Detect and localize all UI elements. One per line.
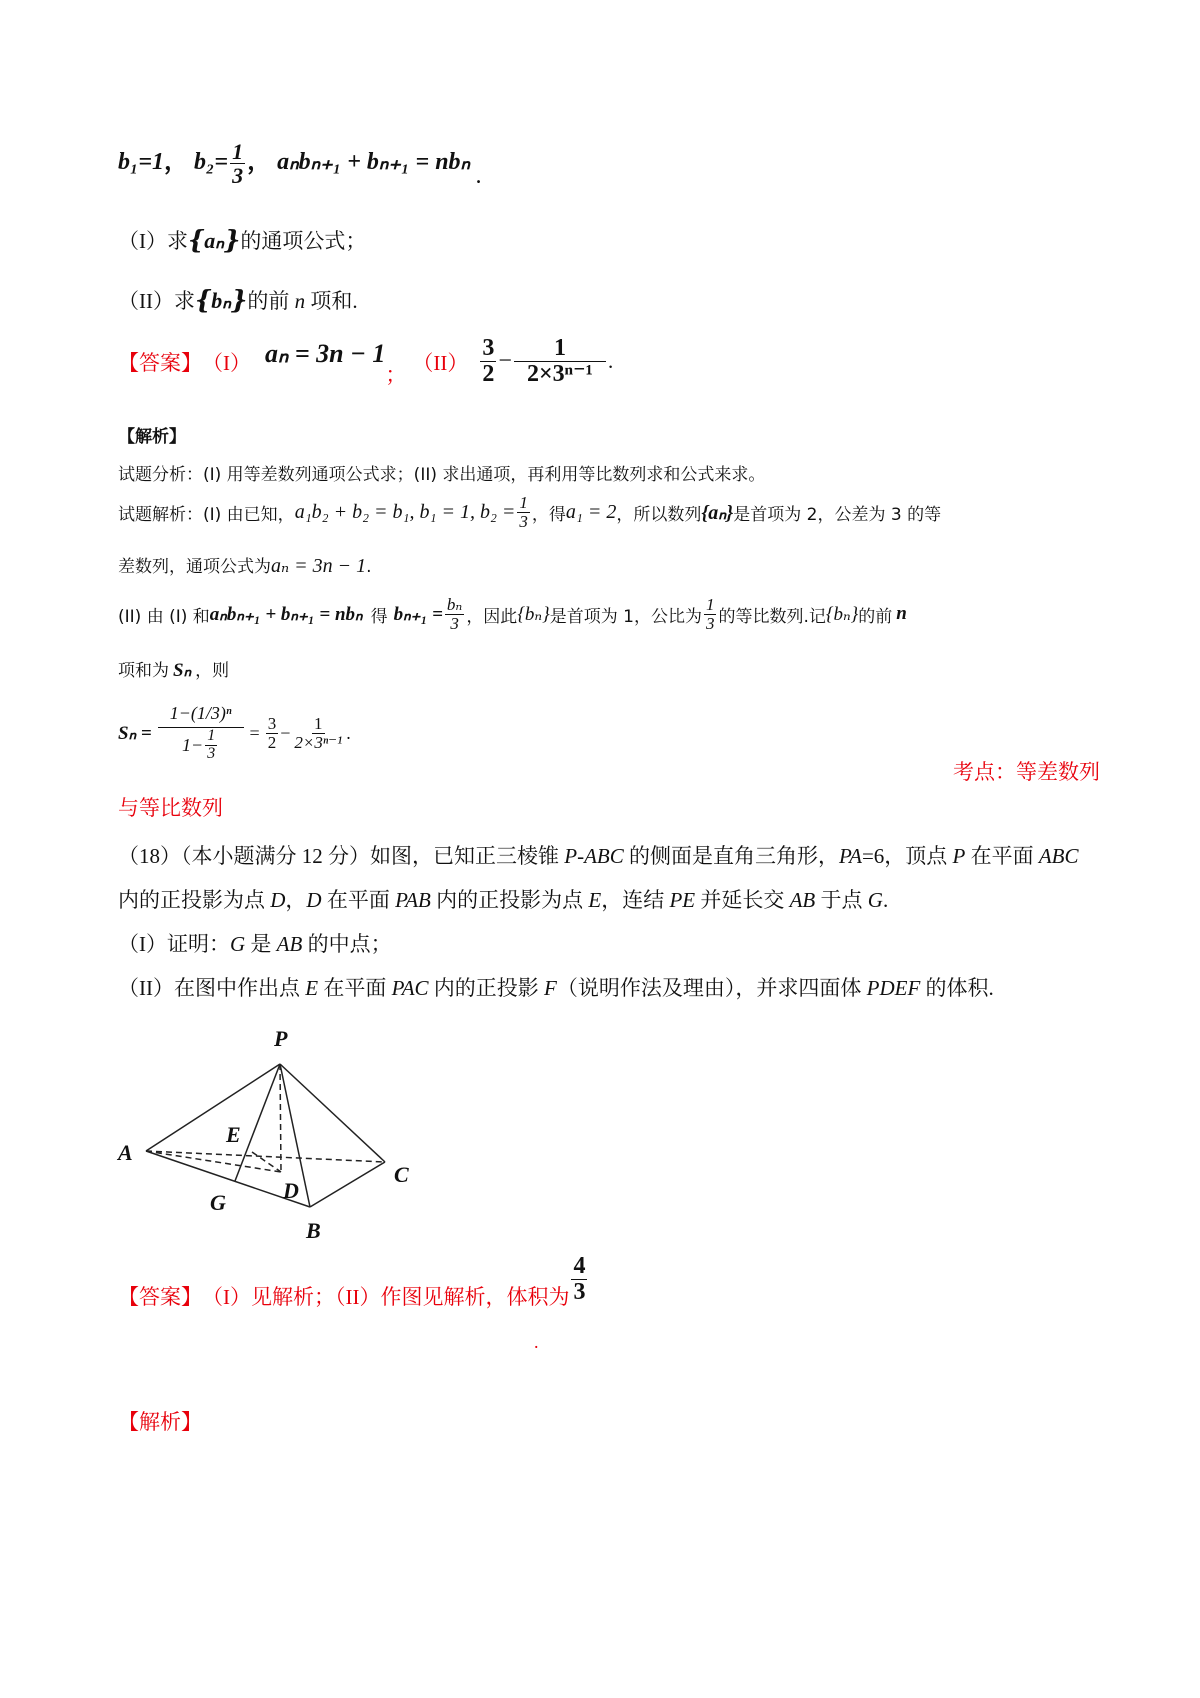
p18-text: ， <box>285 888 307 912</box>
frac-num: 1 <box>232 139 244 164</box>
p18-line1 <box>118 840 1079 870</box>
sum-minus: − <box>280 722 291 743</box>
p18-ab: AB <box>789 888 816 912</box>
edge-ad-hidden <box>146 1151 281 1172</box>
p18-e: E <box>305 976 319 1000</box>
frac-num: 1 <box>705 595 715 614</box>
given-line: b₁=1， b₂= $\frac{1}{3}$ ， aₙbₙ₊₁ + bₙ₊₁ = nbₙ . <box>118 139 483 190</box>
answer-sep: ； <box>385 362 407 387</box>
frac-num: 1 <box>514 336 606 362</box>
frac-den: 2×3ⁿ⁻¹ <box>294 732 343 752</box>
frac-den: 3 <box>450 613 459 633</box>
p18-answer-text: （I）见解析；（II）作图见解析，体积为 <box>202 1284 570 1309</box>
part2-n: n <box>294 289 306 313</box>
sol2-line2-b: ，则 <box>195 661 230 681</box>
part2-prefix: （II）求 <box>118 289 195 313</box>
frac-num: 1−(1/3)ⁿ <box>158 704 244 728</box>
label-e: E <box>226 1122 241 1147</box>
solution-line1 <box>118 494 941 531</box>
label-c: C <box>394 1162 409 1187</box>
part1-suffix: 的通项公式； <box>240 229 367 253</box>
sol2-b: 得 <box>370 606 388 627</box>
p18-pa: PA <box>838 844 862 868</box>
given-relation: aₙbₙ₊₁ + bₙ₊₁ = nbₙ <box>277 149 471 176</box>
answer-part1-label: （I） <box>202 350 251 375</box>
edge-pg <box>235 1064 280 1181</box>
p18-analysis-label: 【解析】 <box>118 1410 202 1434</box>
kaodian-line1: 考点：等差数列 <box>953 760 1100 784</box>
sum-dot: . <box>346 722 351 743</box>
p18-ab: AB <box>276 932 303 956</box>
sol2-line2-a: 项和为 <box>118 661 169 681</box>
p18-text: 于点 <box>815 888 868 912</box>
sol1-fraction <box>517 494 530 531</box>
p18-e: E <box>588 888 602 912</box>
p18-text: （说明作法及理由），并求四面体 <box>556 976 867 1000</box>
pyramid-figure <box>100 1020 460 1250</box>
p18-text: =6，顶点 <box>861 844 953 868</box>
p18-text: 的体积. <box>920 976 994 1000</box>
part2-suffix-a: 的前 <box>247 289 295 313</box>
given-b2-fraction <box>230 140 245 187</box>
p18-text: （18）（本小题满分 12 分）如图，已知正三棱锥 <box>118 844 565 868</box>
p18-answer <box>118 1253 589 1321</box>
edge-bc <box>310 1162 385 1207</box>
part1-prefix: （I）求 <box>118 229 188 253</box>
solution-line3 <box>118 596 907 633</box>
p18-g: G <box>867 888 883 912</box>
sol2-n: n <box>896 603 907 625</box>
sol1-formula: a₁b₂ + b₂ = b₁, b₁ = 1, b₂ = <box>294 500 516 523</box>
frac-num: bₙ <box>446 595 463 614</box>
part2-suffix-b: 项和. <box>305 289 358 313</box>
p18-line2 <box>118 884 888 914</box>
sol1-seq: {aₙ} <box>701 501 734 524</box>
label-a: A <box>118 1140 133 1165</box>
frac-num: 3 <box>267 713 277 733</box>
frac-num: 3 <box>482 335 495 361</box>
p18-pabc: P-ABC <box>564 844 624 868</box>
p18-text: 内的正投影为点 <box>430 888 589 912</box>
sum-lhs: Sₙ = <box>118 722 152 744</box>
sol1-a1: a₁ = 2 <box>565 500 617 523</box>
p18-text: . <box>882 888 889 912</box>
p18-text: 在平面 <box>321 888 396 912</box>
sum-formula <box>118 704 351 762</box>
sol1-c: ，所以数列 <box>616 504 702 525</box>
sol2-fraction <box>445 596 464 633</box>
frac-den: 3 <box>207 744 216 762</box>
given-b1: b₁=1 <box>118 149 165 176</box>
sol2-c: ，因此 <box>466 606 518 627</box>
prev-answer <box>118 336 613 387</box>
frac-den <box>180 728 221 763</box>
p18-part1 <box>118 928 392 958</box>
p18-text: ，连结 <box>601 888 670 912</box>
frac-den: 2 <box>267 732 277 752</box>
sol1-line2-a: 差数列，通项公式为 <box>118 557 271 577</box>
answer-frac1 <box>480 336 496 387</box>
sol2-ratio <box>704 596 717 633</box>
frac-num: 4 <box>573 1253 586 1279</box>
edge-ac-hidden <box>146 1151 385 1162</box>
p18-text: 内的正投影 <box>428 976 545 1000</box>
sol2-e: 的等比数列.记 <box>718 606 826 627</box>
solution-line4 <box>118 656 229 682</box>
label-d: D <box>283 1178 299 1203</box>
prev-part2: （II）求{bₙ}的前 n 项和. <box>118 284 358 314</box>
kaodian-line2: 与等比数列 <box>118 796 223 820</box>
frac-den: 3 <box>705 613 715 633</box>
part1-seq: aₙ <box>204 228 225 253</box>
sol2-seq: {bₙ} <box>517 603 550 625</box>
p18-text: （II）在图中作出点 <box>118 976 306 1000</box>
p18-part2 <box>118 972 994 1002</box>
analysis-summary: 试题分析：(I) 用等差数列通项公式求；(II) 求出通项，再利用等比数列求和公式来求。 <box>118 465 766 485</box>
sol1-d: 是首项为 2，公差为 3 的等 <box>733 504 942 525</box>
p18-g: G <box>230 932 246 956</box>
sol2-lhs: bₙ₊₁ = <box>393 603 443 625</box>
frac-num: 1 <box>314 713 323 733</box>
p18-pab: PAB <box>395 888 431 912</box>
frac-num: 1 <box>207 726 216 744</box>
sol1-line2-formula: aₙ = 3n − 1 <box>271 555 367 577</box>
p18-text: （I）证明： <box>118 932 230 956</box>
prev-part1: （I）求{aₙ}的通项公式； <box>118 224 367 254</box>
answer-minus: − <box>498 348 512 375</box>
p18-d: D <box>270 888 286 912</box>
sol2-formula: aₙbₙ₊₁ + bₙ₊₁ = nbₙ <box>209 603 363 625</box>
label-p: P <box>274 1026 288 1051</box>
sum-den-frac <box>205 728 217 763</box>
sol2-Sn: Sₙ <box>173 660 192 681</box>
sum-den-a: 1− <box>182 734 204 755</box>
sum-eq: = <box>249 722 260 743</box>
answer-part2-label: （II） <box>412 350 469 375</box>
p18-text: 在平面 <box>318 976 392 1000</box>
answer-label: 【答案】 <box>118 350 202 375</box>
p18-answer-label: 【答案】 <box>118 1284 202 1309</box>
frac-den: 3 <box>573 1279 586 1306</box>
given-period: . <box>476 163 483 190</box>
analysis-label: 【解析】 <box>118 427 186 447</box>
p18-abc: ABC <box>1038 844 1079 868</box>
edge-pa <box>146 1064 280 1151</box>
answer-dot: . <box>607 349 614 374</box>
sum-frac1 <box>266 715 279 752</box>
p18-pdef: PDEF <box>866 976 921 1000</box>
solution-line2 <box>118 552 372 578</box>
given-b2: b₂= <box>194 149 229 176</box>
sol2-seq2: {bₙ} <box>825 603 859 625</box>
sum-main-fraction <box>158 704 244 762</box>
sol1-b: ，得 <box>531 504 566 525</box>
edge-pc <box>280 1064 385 1162</box>
label-b: B <box>306 1218 321 1243</box>
p18-d: D <box>306 888 322 912</box>
sol2-d: 是首项为 1，公比为 <box>549 606 702 627</box>
p18-text: 的侧面是直角三角形， <box>623 844 839 868</box>
frac-den: 3 <box>519 511 528 531</box>
answer-part1-formula: aₙ = 3n − 1 <box>265 338 386 368</box>
edge-pd-hidden <box>280 1064 281 1172</box>
frac-den: 3 <box>232 163 244 189</box>
frac-den: 2 <box>482 361 495 388</box>
p18-text: 的中点； <box>302 932 392 956</box>
sol1-line2-b: . <box>366 557 372 577</box>
frac-den: 2×3ⁿ⁻¹ <box>526 361 593 388</box>
p18-text: 是 <box>245 932 277 956</box>
p18-p: P <box>952 844 966 868</box>
label-g: G <box>210 1190 226 1215</box>
p18-pac: PAC <box>391 976 429 1000</box>
part2-seq: bₙ <box>211 288 232 313</box>
frac-num: 1 <box>519 493 528 512</box>
answer-frac2 <box>514 336 606 387</box>
p18-f: F <box>544 976 557 1000</box>
sol2-f: 的前 <box>858 606 893 627</box>
sol2-a: (II) 由 (I) 和 <box>118 606 210 627</box>
p18-pe: PE <box>669 888 696 912</box>
p18-text: 在平面 <box>965 844 1039 868</box>
p18-answer-fraction <box>571 1254 587 1305</box>
p18-text: 内的正投影为点 <box>118 888 271 912</box>
sum-frac2 <box>292 715 344 752</box>
sol1-a: 试题解析：(I) 由已知， <box>118 504 295 525</box>
p18-answer-dot: . <box>534 1332 539 1352</box>
p18-text: 并延长交 <box>695 888 790 912</box>
